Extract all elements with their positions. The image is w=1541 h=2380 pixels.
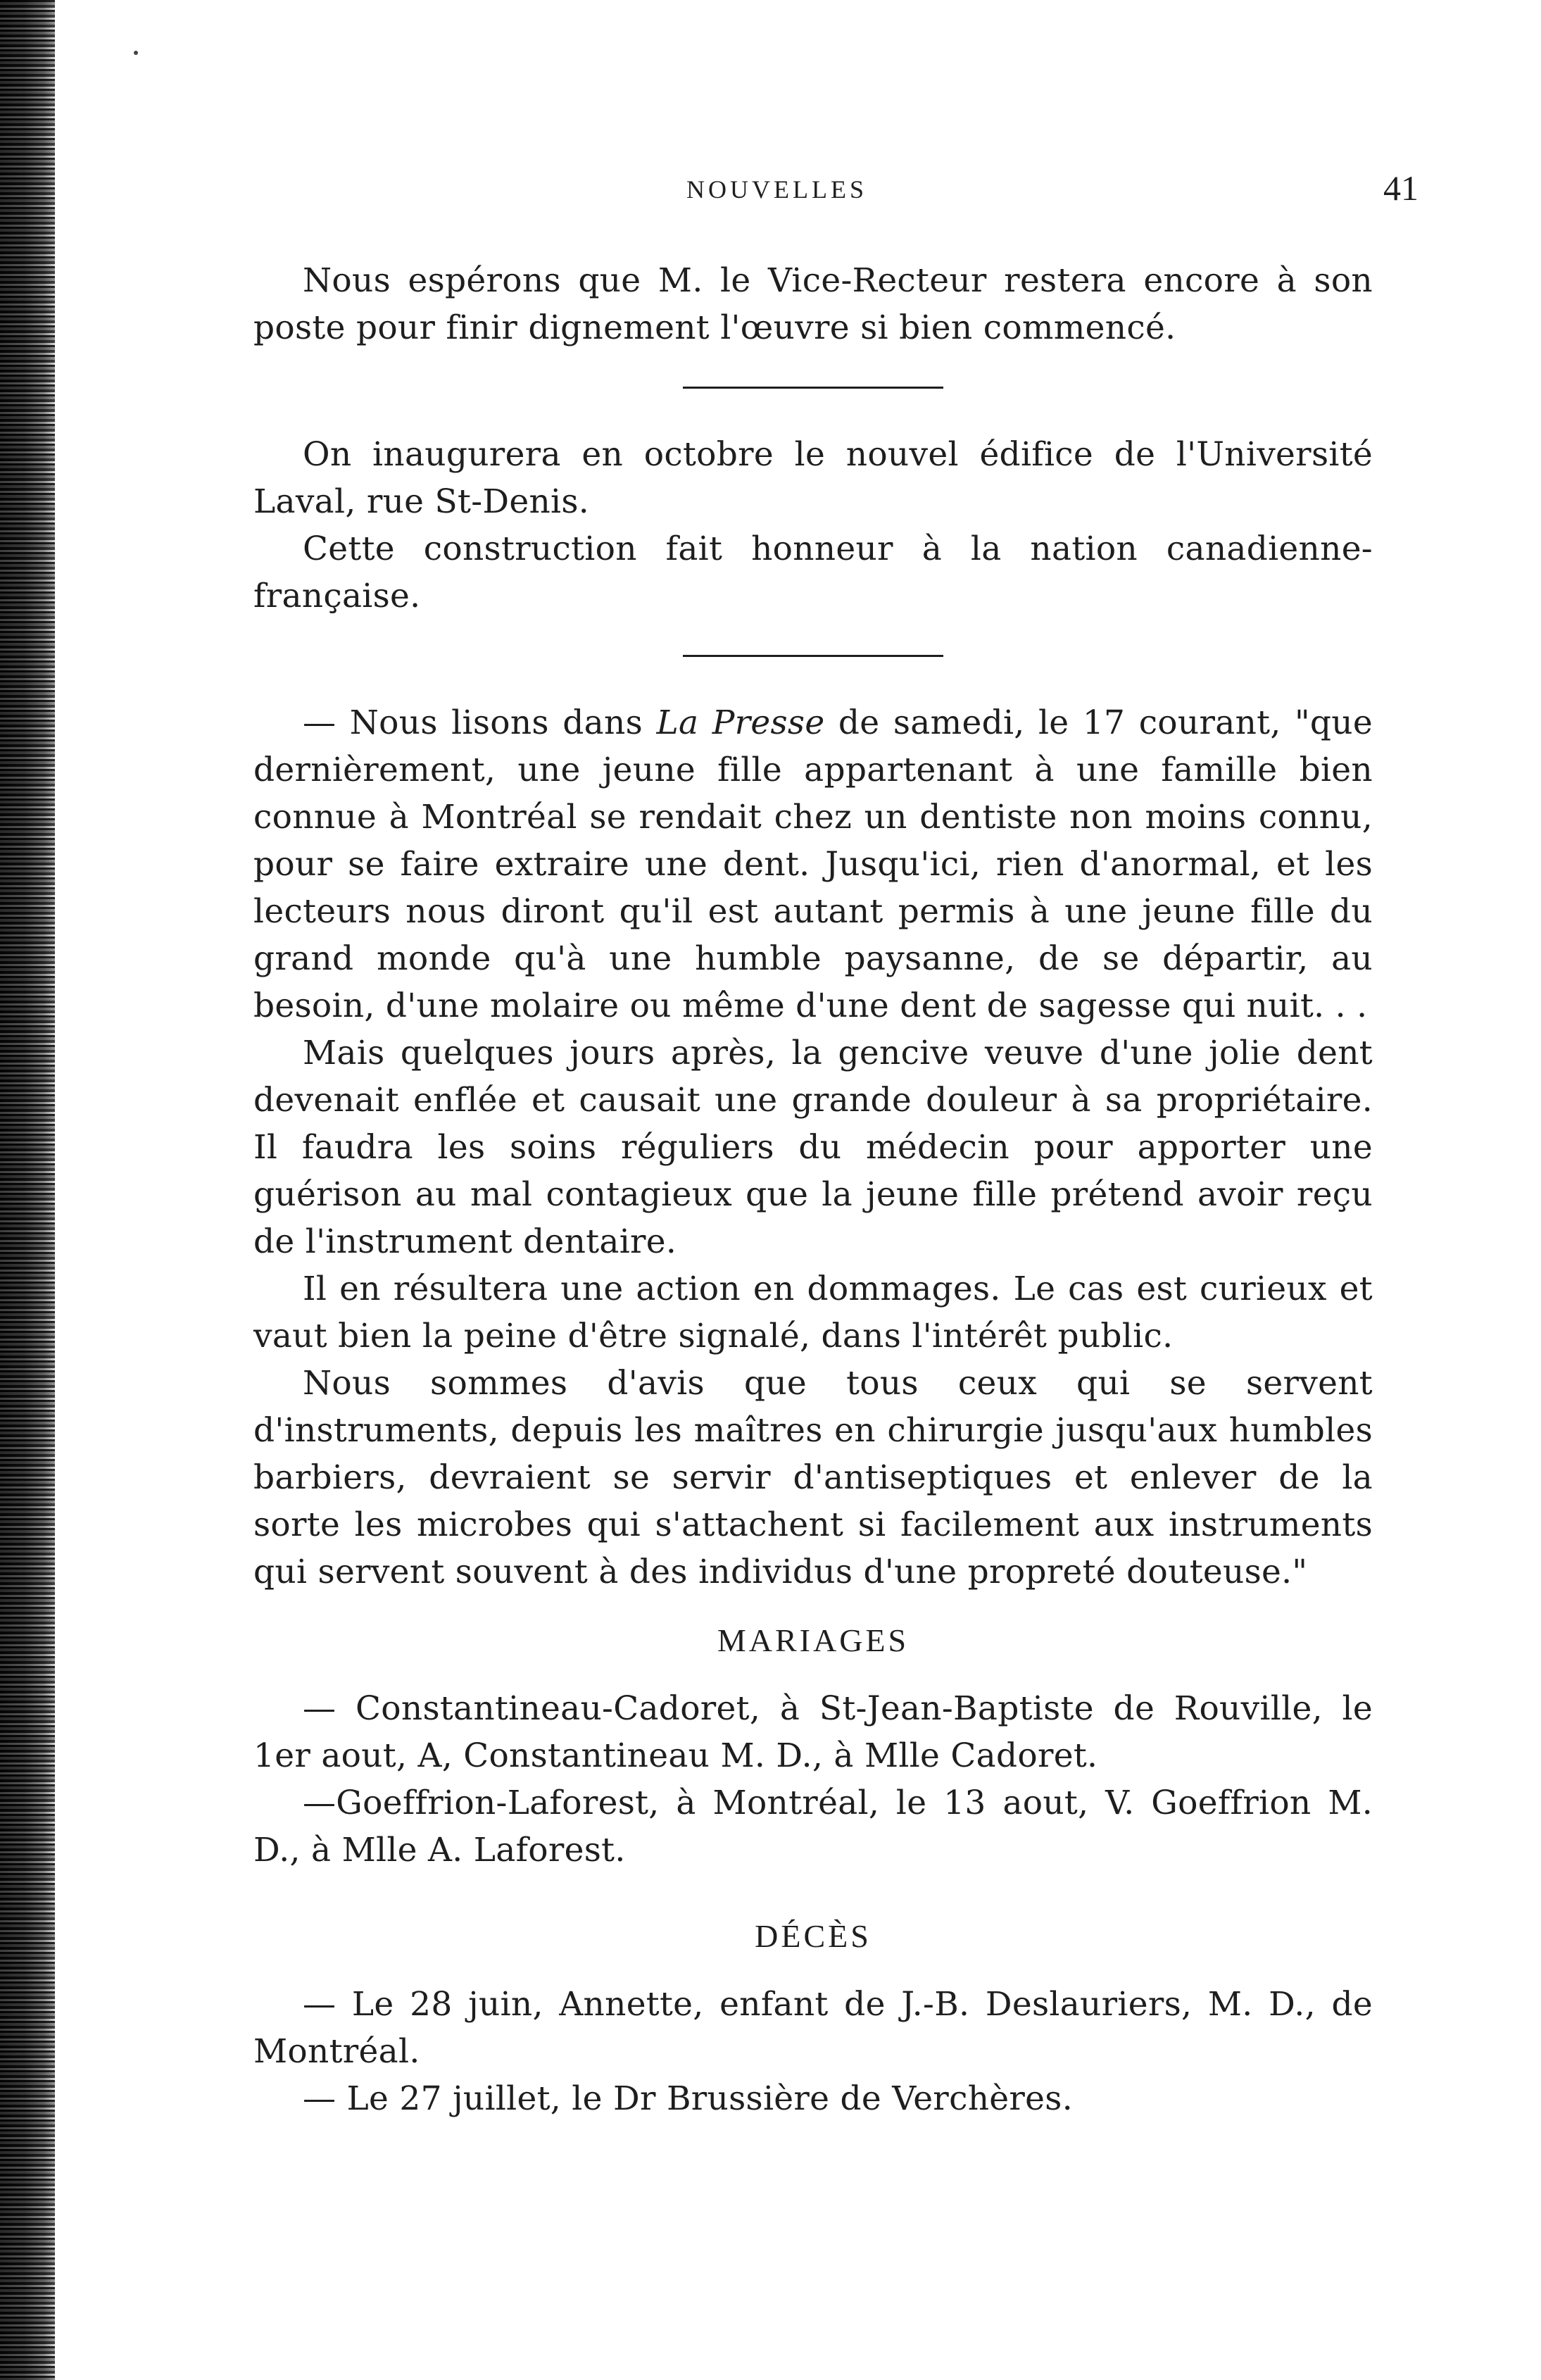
scan-speck — [134, 51, 138, 55]
deces-heading: DÉCÈS — [755, 1918, 872, 1954]
deces-entry: — Le 27 juillet, le Dr Brussière de Verchères. — [303, 2079, 1073, 2118]
separator-rule — [683, 387, 943, 389]
paragraph-la-presse — [253, 699, 1373, 1029]
mariage-entry: — Constantineau-Cadoret, à St-Jean-Baptiste de Rouville, le 1er aout, A, Constantineau M. D., à Mlle Cadoret. — [253, 1689, 1373, 1775]
deces-entry: — Le 28 juin, Annette, enfant de J.-B. Deslauriers, M. D., de Montréal. — [253, 1985, 1373, 2071]
paragraph-universite-laval: On inaugurera en octobre le nouvel édifice de l'Université Laval, rue St-Denis. — [253, 435, 1373, 521]
paragraph-antiseptiques: Nous sommes d'avis que tous ceux qui se servent d'instruments, depuis les maîtres en chirurgie jusqu'aux humbles barbiers, devraient se servir d'antiseptiques et enlever de la sorte les microbes qui s'attachent si facilement aux instruments qui servent souvent à des individus d'une propreté douteuse." — [253, 1364, 1373, 1591]
paragraph-gencive: Mais quelques jours après, la gencive veuve d'une jolie dent devenait enflée et causait une grande douleur à sa propriétaire. Il faudra les soins réguliers du médecin pour apporter une guérison au mal contagieux que la jeune fille prétend avoir reçu de l'instrument dentaire. — [253, 1034, 1373, 1261]
paragraph-construction: Cette construction fait honneur à la nation canadienne-française. — [253, 530, 1373, 615]
page-body — [253, 257, 1373, 2122]
paragraph-la-presse-text: de samedi, le 17 courant, "que dernièrement, une jeune fille appartenant à une famille bien connue à Montréal se rendait chez un dentiste non moins connu, pour se faire extraire une dent. Jusqu'ici, rien d'anormal, et les lecteurs nous diront qu'il est autant permis à une jeune fille du grand monde qu'à une humble paysanne, de se départir, au besoin, d'une molaire ou même d'une dent de sagesse qui nuit. . . — [253, 703, 1373, 1025]
mariages-heading: MARIAGES — [717, 1622, 910, 1658]
paragraph-la-presse-intro: — Nous lisons dans — [303, 703, 657, 742]
newspaper-title: La Presse — [656, 703, 825, 742]
page-number: 41 — [1383, 168, 1419, 208]
paragraph-vice-recteur: Nous espérons que M. le Vice-Recteur restera encore à son poste pour finir dignement l'œuvre si bien commencé. — [253, 261, 1373, 347]
paragraph-dommages: Il en résultera une action en dommages. Le cas est curieux et vaut bien la peine d'être signalé, dans l'intérêt public. — [253, 1270, 1373, 1355]
mariage-entry: —Goeffrion-Laforest, à Montréal, le 13 aout, V. Goeffrion M. D., à Mlle A. Laforest. — [253, 1784, 1373, 1869]
separator-rule — [683, 655, 943, 657]
running-head: NOUVELLES — [686, 175, 867, 203]
scanned-binding-edge — [0, 0, 55, 2380]
